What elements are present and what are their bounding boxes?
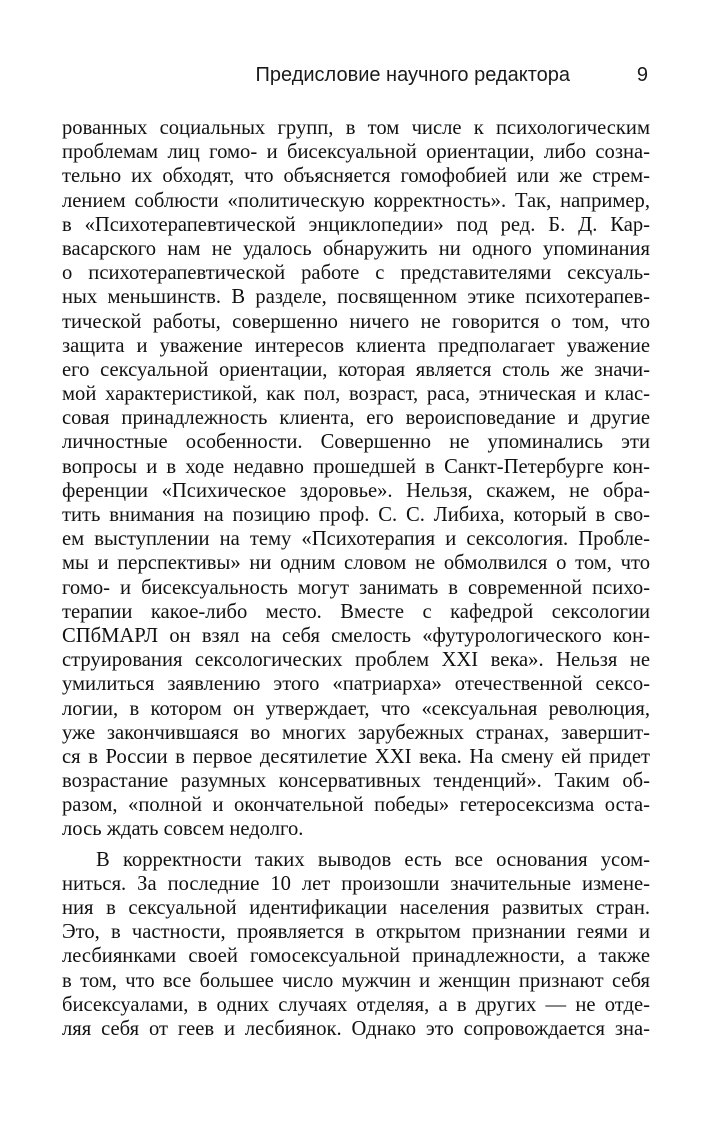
text-line: тить внимания на позицию проф. С. С. Либиха, который в сво- xyxy=(62,504,650,526)
text-line: бисексуалами, в одних случаях отделяя, а в других — не отде- xyxy=(62,993,650,1016)
text-line: ниться. За последние 10 лет произошли значительные измене- xyxy=(62,872,650,895)
text-line: логии, в котором он утверждает, что «сексуальная революция, xyxy=(62,697,650,720)
text-line: о психотерапевтической работе с представителями сексуаль- xyxy=(62,262,650,285)
text-line: Это, в частности, проявляется в открытом признании геями и xyxy=(62,921,650,944)
text-line: его сексуальной ориентации, которая является столь же значи- xyxy=(62,358,650,381)
text-line: лением соблюсти «политическую корректность». Так, например, xyxy=(62,189,650,212)
text-line: защита и уважение интересов клиента предполагает уважение xyxy=(62,334,650,357)
text-line: васарского нам не удалось обнаружить ни одного упоминания xyxy=(62,237,650,260)
text-line: лесбиянками своей гомосексуальной принадлежности, а также xyxy=(62,945,650,968)
text-line: струирования сексологических проблем XXI века». Нельзя не xyxy=(62,649,650,672)
page-number: 9 xyxy=(636,64,648,86)
text-line: терапии какое-либо место. Вместе с кафедрой сексологии xyxy=(62,600,650,623)
text-line: гомо- и бисексуальность могут занимать в современной психо- xyxy=(62,576,650,599)
text-line: в «Психотерапевтической энциклопедии» под ред. Б. Д. Кар- xyxy=(62,213,650,236)
running-header xyxy=(62,64,650,94)
text-line: тельно их обходят, что объясняется гомофобией или же стрем- xyxy=(62,165,650,188)
text-line: ем выступлении на тему «Психотерапия и сексология. Пробле- xyxy=(62,528,650,551)
text-line: разом, «полной и окончательной победы» гетеросексизма оста- xyxy=(62,794,650,817)
paragraph xyxy=(62,848,650,1042)
text-line: СПбМАРЛ он взял на себя смелость «футурологического кон- xyxy=(62,624,650,647)
text-line: лось ждать совсем недолго. xyxy=(62,818,304,841)
text-line: совая принадлежность клиента, его вероисповедание и другие xyxy=(62,407,650,430)
text-line: тической работы, совершенно ничего не говорится о том, что xyxy=(62,310,650,333)
text-line: ния в сексуальной идентификации населения развитых стран. xyxy=(62,897,650,919)
page-body xyxy=(62,116,650,1041)
text-line: рованных социальных групп, в том числе к психологическим xyxy=(62,117,650,139)
text-line: возрастание разумных консервативных тенденций». Таким об- xyxy=(62,770,650,793)
text-line: проблемам лиц гомо- и бисексуальной ориентации, либо созна- xyxy=(62,141,650,164)
text-line: в том, что все большее число мужчин и женщин признают себя xyxy=(62,969,650,992)
running-header-title: Предисловие научного редактора xyxy=(255,64,570,86)
text-line: ных меньшинств. В разделе, посвященном этике психотерапев- xyxy=(62,286,650,309)
text-line: В корректности таких выводов есть все основания усом- xyxy=(96,848,650,871)
text-line: личностные особенности. Совершенно не упоминались эти xyxy=(62,431,650,454)
text-line: ляя себя от геев и лесбиянок. Однако это сопровождается зна- xyxy=(62,1017,650,1040)
text-line: ференции «Психическое здоровье». Нельзя, скажем, не обра- xyxy=(62,479,650,502)
text-line: мой характеристикой, как пол, возраст, раса, этническая и клас- xyxy=(62,383,650,406)
text-line: умилиться заявлению этого «патриарха» отечественной сексо- xyxy=(62,673,650,696)
text-line: вопросы и в ходе недавно прошедшей в Санкт-Петербурге кон- xyxy=(62,455,650,478)
text-line: ся в России в первое десятилетие XXI века. На смену ей придет xyxy=(62,745,650,768)
paragraph xyxy=(62,116,650,842)
text-line: мы и перспективы» ни одним словом не обмолвился о том, что xyxy=(62,552,650,575)
text-line: уже закончившаяся во многих зарубежных странах, завершит- xyxy=(62,721,650,744)
